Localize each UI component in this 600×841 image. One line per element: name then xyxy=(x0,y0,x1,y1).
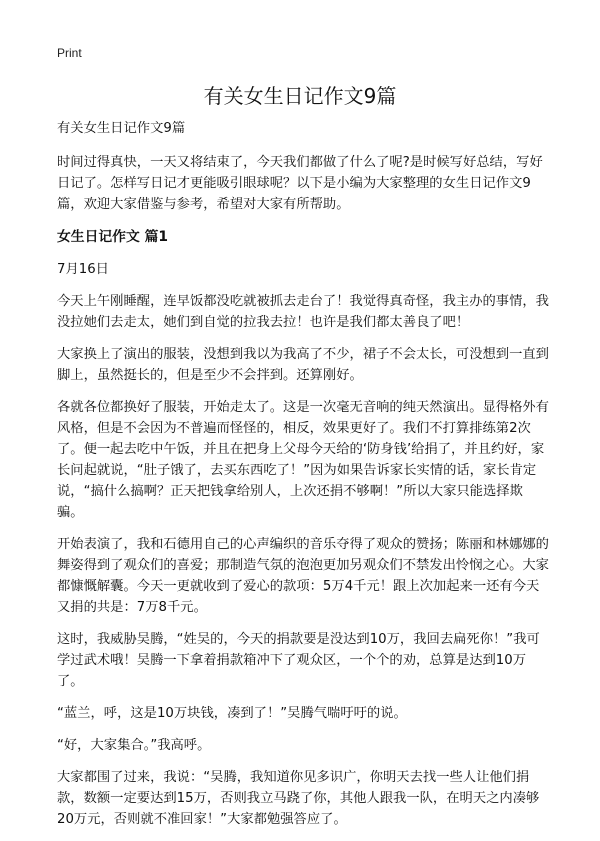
paragraph: 各就各位都换好了服装，开始走太了。这是一次毫无音响的纯天然演出。显得格外有风格，但是不会因为不普遍而怪怪的，相反，效果更好了。我们不打算排练第2次了。便一起去吃中午饭，并且在把身上父母今天给的‘防身钱’给捐了，并且约好，家长问起就说，“肚子饿了，去买东西吃了！”因为如果告诉家长实情的话，家长肯定说，“搞什么搞啊？正天把钱拿给别人，上次还捐不够啊！”所以大家只能选择欺骗。 xyxy=(57,400,549,520)
paragraph: “好，大家集合。”我高呼。 xyxy=(57,738,211,753)
paragraph: 这时，我威胁吴腾，“姓吴的，今天的捐款要是没达到10万，我回去扁死你！”我可学过武术哦！吴腾一下拿着捐款箱冲下了观众区，一个个的劝，总算是达到10万了。 xyxy=(57,632,540,689)
diary-date: 7月16日 xyxy=(57,262,109,277)
paragraph: 今天上午刚睡醒，连早饭都没吃就被抓去走台了！我觉得真奇怪，我主办的事情，我没拉她们去走太，她们到自觉的拉我去拉！也许是我们都太善良了吧！ xyxy=(57,294,549,330)
paragraph: 开始表演了，我和石德用自己的心声编织的音乐夺得了观众的赞扬；陈丽和林娜娜的舞姿得到了观众们的喜爱；那制造气氛的泡泡更加另观众们不禁发出怜悯之心。大家都慷慨解囊。今天一更就收到了爱心的款项：5万4千元！跟上次加起来一还有今天又捐的共是：7万8千元。 xyxy=(57,537,549,615)
paragraph: 大家换上了演出的服装，没想到我以为我高了不少，裙子不会太长，可没想到一直到脚上，虽然挺长的，但是至少不会拌到。还算刚好。 xyxy=(57,347,549,383)
page-title: 有关女生日记作文9篇 xyxy=(203,84,397,108)
article-body xyxy=(57,118,549,841)
print-link[interactable]: Print xyxy=(57,46,82,60)
paragraph: “蓝兰，呼，这是10万块钱，凑到了！”吴腾气喘吁吁的说。 xyxy=(57,706,407,721)
article-subtitle: 有关女生日记作文9篇 xyxy=(57,121,186,136)
paragraph: 大家都围了过来，我说：“吴腾，我知道你见多识广，你明天去找一些人让他们捐款，数额一定要达到15万，否则我立马跷了你，其他人跟我一队，在明天之内凑够20万元，否则就不准回家！”大家都勉强答应了。 xyxy=(57,770,540,827)
intro-paragraph: 时间过得真快，一天又将结束了，今天我们都做了什么了呢?是时候写好总结，写好日记了。怎样写日记才更能吸引眼球呢？以下是小编为大家整理的女生日记作文9篇，欢迎大家借鉴与参考，希望对大家有所帮助。 xyxy=(57,155,543,212)
section-heading: 女生日记作文 篇1 xyxy=(57,229,168,245)
